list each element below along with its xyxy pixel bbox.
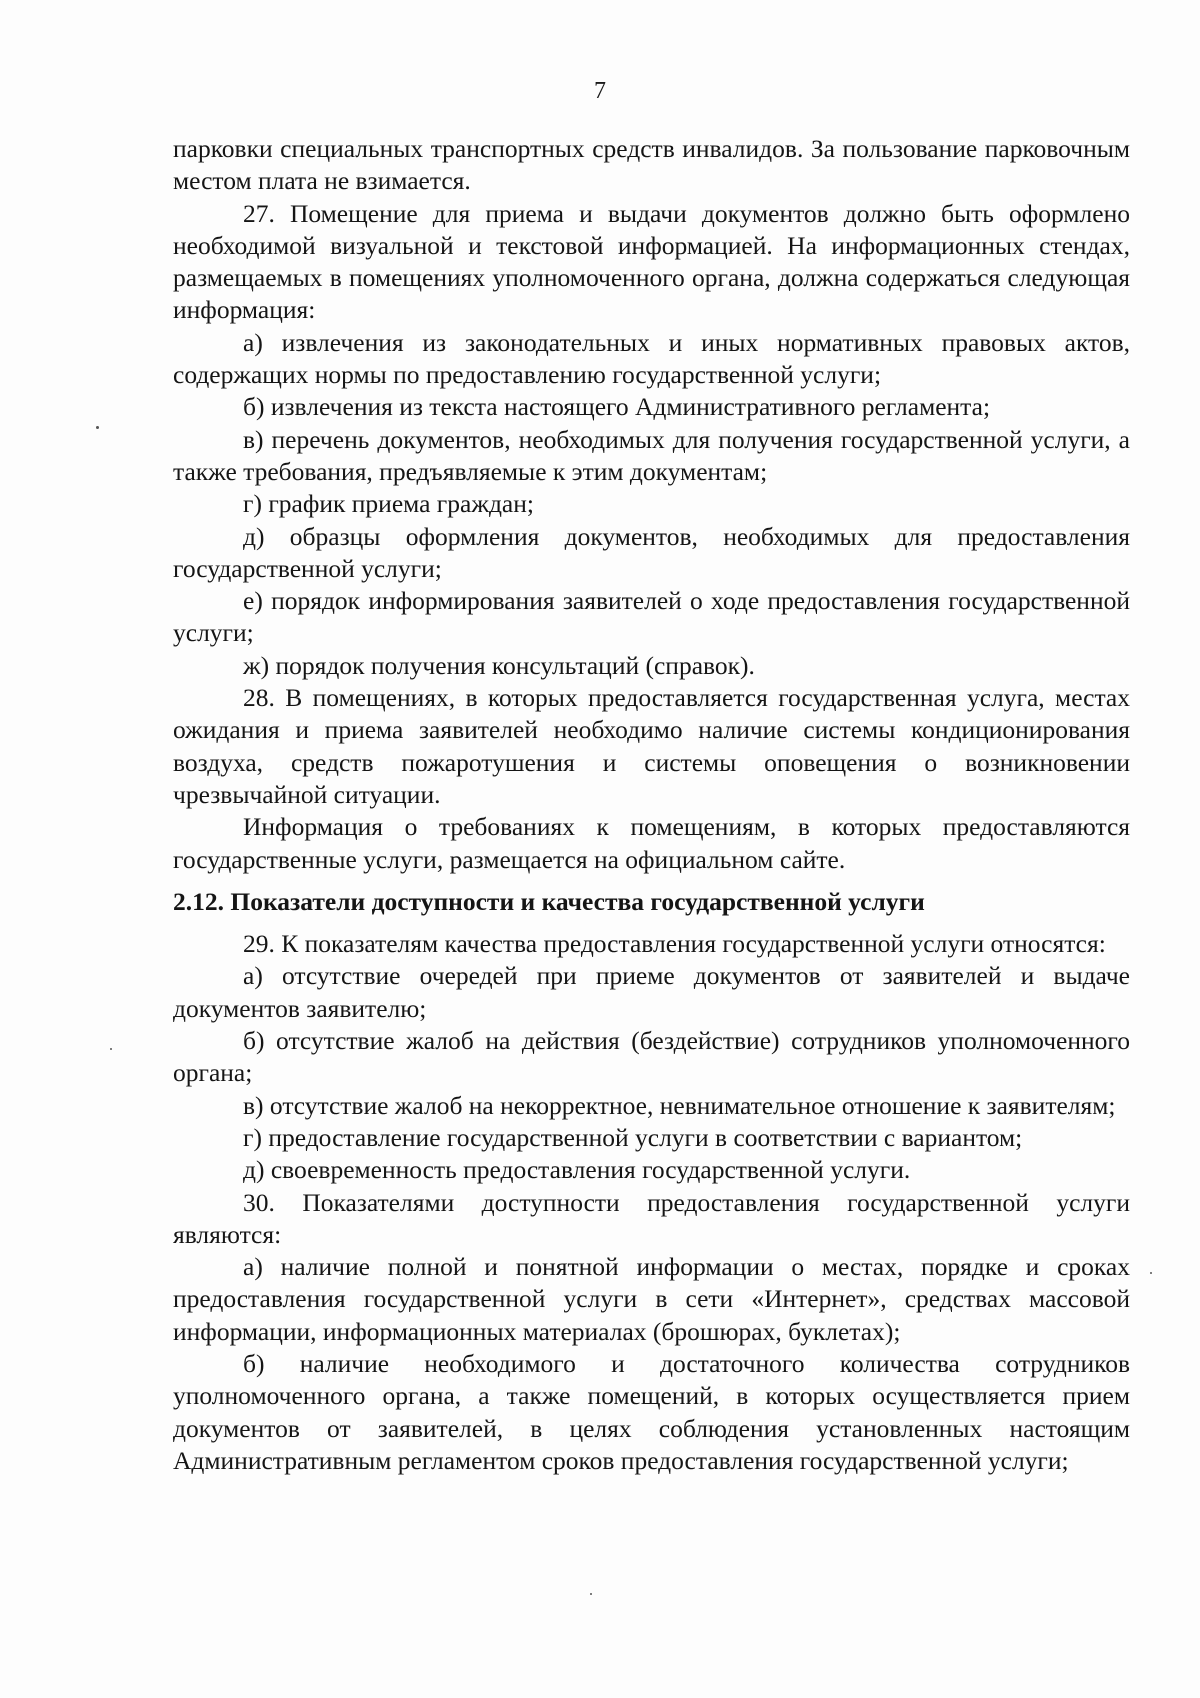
scan-speck (110, 1048, 112, 1050)
paragraph-29: 29. К показателям качества предоставления государственной услуги относятся: (243, 929, 1106, 959)
paragraph-premises-info: Информация о требованиях к помещениям, в которых предоставляются государственные услуги, размещается на официальном сайте. (173, 812, 1130, 874)
list-item-27zh: ж) порядок получения консультаций (справок). (243, 650, 755, 680)
list-item-30b: б) наличие необходимого и достаточного количества сотрудников уполномоченного органа, а также помещений, в которых осуществляется прием документов от заявителей, в целях соблюдения установленных настоящим Административным регламентом сроков предоставления государственной услуги; (173, 1348, 1130, 1475)
paragraph-27: 27. Помещение для приема и выдачи документов должно быть оформлено необходимой визуальной и текстовой информацией. На информационных стендах, размещаемых в помещениях уполномоченного органа, должна содержаться следующая информация: (173, 198, 1130, 325)
scan-speck (590, 1593, 592, 1595)
list-item-29d: д) своевременность предоставления государственной услуги. (243, 1155, 911, 1185)
section-heading-2-12: 2.12. Показатели доступности и качества государственной услуги (173, 886, 925, 916)
paragraph-30: 30. Показателями доступности предоставления государственной услуги являются: (173, 1187, 1130, 1249)
list-item-29b: б) отсутствие жалоб на действия (бездействие) сотрудников уполномоченного органа; (173, 1026, 1130, 1088)
scan-speck (96, 426, 99, 429)
list-item-27b: б) извлечения из текста настоящего Административного регламента; (243, 392, 991, 422)
list-item-27a: а) извлечения из законодательных и иных нормативных правовых актов, содержащих нормы по предоставлению государственной услуги; (173, 327, 1130, 390)
paragraph-28: 28. В помещениях, в которых предоставляется государственная услуга, местах ожидания и приема заявителей необходимо наличие системы кондиционирования воздуха, средств пожаротушения и системы оповещения о возникновении чрезвычайной ситуации. (173, 683, 1130, 809)
list-item-30a: а) наличие полной и понятной информации о местах, порядке и сроках предоставления государственной услуги в сети «Интернет», средствах массовой информации, информационных материалах (брошюрах, буклетах); (173, 1252, 1130, 1346)
document-body (173, 133, 1130, 1477)
list-item-29g: г) предоставление государственной услуги в соответствии с вариантом; (243, 1122, 1023, 1152)
list-item-29v: в) отсутствие жалоб на некорректное, невнимательное отношение к заявителям; (243, 1090, 1116, 1120)
list-item-27v: в) перечень документов, необходимых для получения государственной услуги, а также требования, предъявляемые к этим документам; (173, 424, 1130, 486)
list-item-29a: а) отсутствие очередей при приеме документов от заявителей и выдаче документов заявителю; (173, 961, 1130, 1023)
list-item-27e: е) порядок информирования заявителей о ходе предоставления государственной услуги; (173, 586, 1130, 648)
list-item-27d: д) образцы оформления документов, необходимых для предоставления государственной услуги; (173, 521, 1130, 583)
page-number: 7 (594, 78, 606, 104)
list-item-27g: г) график приема граждан; (243, 489, 534, 519)
paragraph-parking-continued: парковки специальных транспортных средств инвалидов. За пользование парковочным местом плата не взимается. (173, 134, 1130, 196)
scan-speck (1150, 1272, 1152, 1274)
